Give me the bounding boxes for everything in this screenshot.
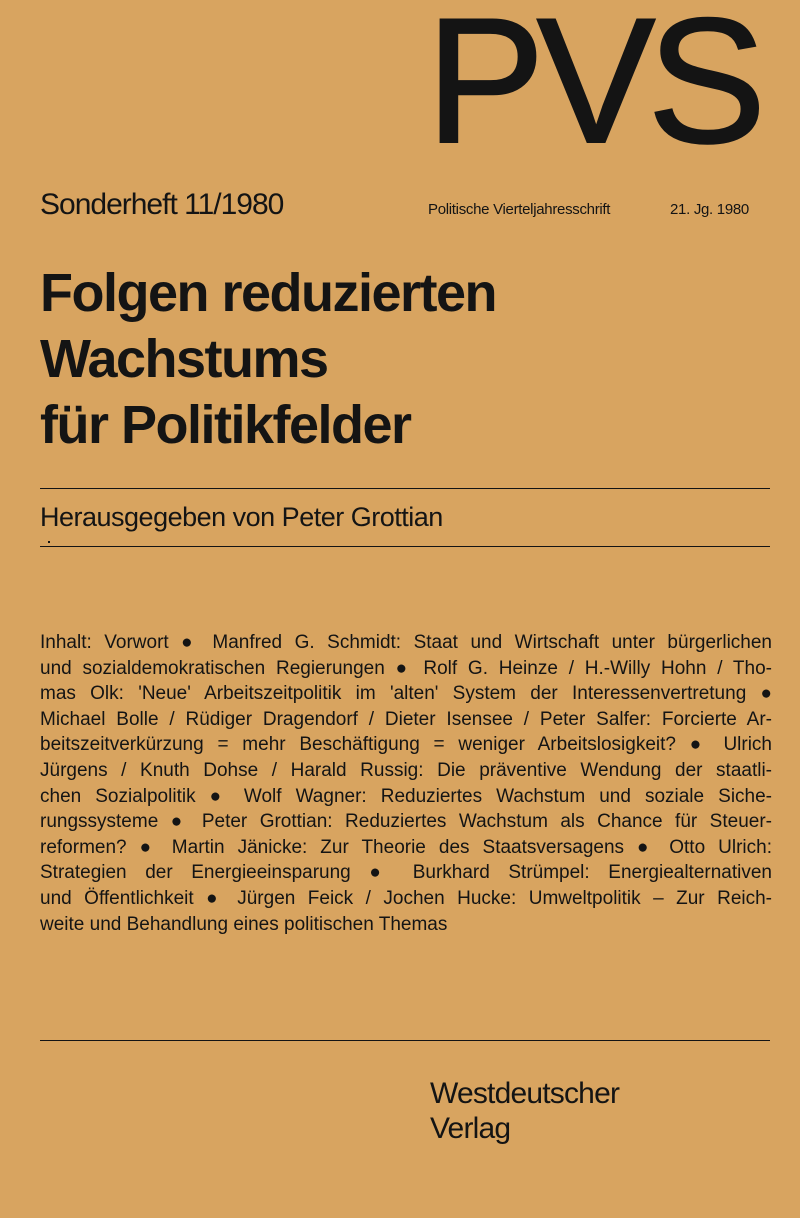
print-speck [48, 541, 50, 543]
contents-line: Jürgens / Knuth Dohse / Harald Russig: Die präventive Wendung der staatli- [40, 759, 772, 781]
volume-year: 21. Jg. 1980 [670, 201, 749, 218]
book-title [40, 260, 780, 458]
publisher-line: Verlag [430, 1112, 511, 1145]
contents-line: rungssysteme ● Peter Grottian: Reduziertes Wachstum als Chance für Steuer- [40, 811, 772, 833]
contents-line: beitszeitverkürzung = mehr Beschäftigung = weniger Arbeitslosigkeit? ● Ulrich [40, 734, 772, 756]
contents-line: Inhalt: Vorwort ● Manfred G. Schmidt: Staat und Wirtschaft unter bürgerlichen [40, 632, 772, 653]
divider-top [40, 488, 770, 489]
contents-line: mas Olk: 'Neue' Arbeitszeitpolitik im 'alten' System der Interessenvertretung ● [40, 683, 772, 705]
title-line: Wachstums [40, 329, 328, 389]
title-line: Folgen reduzierten [40, 263, 497, 323]
contents-line: und Öffentlichkeit ● Jürgen Feick / Jochen Hucke: Umweltpolitik – Zur Reich- [40, 887, 772, 909]
contents-line: weite und Behandlung eines politischen Themas [40, 913, 448, 935]
contents-line: Michael Bolle / Rüdiger Dragendorf / Dieter Isensee / Peter Salfer: Forcierte Ar- [40, 708, 772, 730]
special-issue-label: Sonderheft 11/1980 [40, 188, 284, 221]
divider-editor [40, 546, 770, 547]
contents-line: und sozialdemokratischen Regierungen ● Rolf G. Heinze / H.-Willy Hohn / Tho- [40, 657, 772, 679]
editor-line: Herausgegeben von Peter Grottian [40, 502, 443, 532]
publisher [430, 1076, 619, 1146]
journal-name: Politische Vierteljahresschrift [428, 201, 611, 218]
contents-line: reformen? ● Martin Jänicke: Zur Theorie des Staatsversagens ● Otto Ulrich: [40, 836, 772, 858]
contents-line: chen Sozialpolitik ● Wolf Wagner: Reduziertes Wachstum und soziale Siche- [40, 785, 772, 807]
publisher-line: Westdeutscher [430, 1077, 620, 1110]
table-of-contents [40, 630, 772, 937]
contents-line: Strategien der Energieeinsparung ● Burkhard Strümpel: Energiealternativen [40, 862, 772, 884]
divider-bottom [40, 1040, 770, 1041]
title-line: für Politikfelder [40, 395, 411, 455]
journal-logo: PVS [426, 0, 759, 180]
